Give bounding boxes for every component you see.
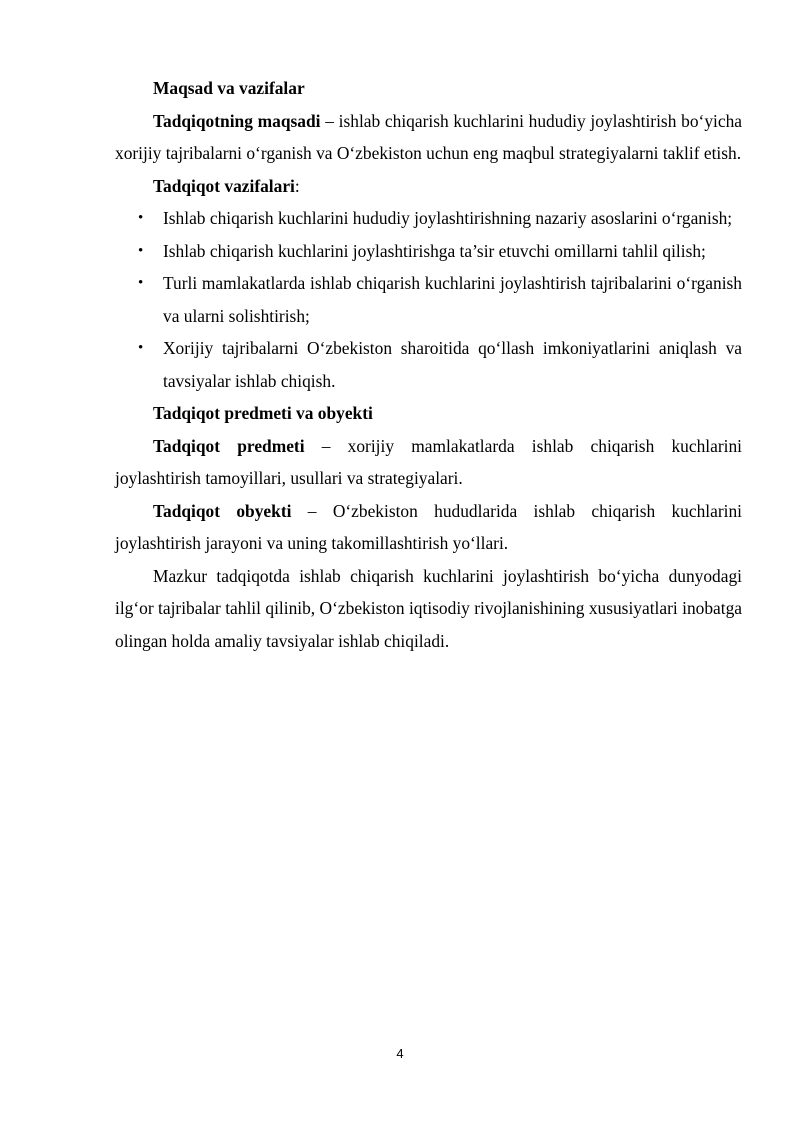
list-item (115, 267, 742, 332)
task-text: Turli mamlakatlarda ishlab chiqarish kuchlarini joylashtirish tajribalarini o‘rganish va ularni solishtirish; (163, 273, 742, 326)
conclusion-paragraph: Mazkur tadqiqotda ishlab chiqarish kuchlarini joylashtirish bo‘yicha dunyodagi ilg‘or tajribalar tahlil qilinib, O‘zbekiston iqtisodiy rivojlanishining xususiyatlari inobatga olingan holda amaliy tavsiyalar ishlab chiqiladi. (115, 565, 742, 651)
task-text: Xorijiy tajribalarni O‘zbekiston sharoitida qo‘llash imkoniyatlarini aniqlash va tavsiyalar ishlab chiqish. (163, 338, 742, 391)
aim-text: – ishlab chiqarish kuchlarini hududiy joylashtirish bo‘yicha xorijiy tajribalarni o‘rganish va O‘zbekiston uchun eng maqbul strategiyalarni taklif etish. (115, 110, 742, 163)
task-text: Ishlab chiqarish kuchlarini joylashtirishga ta’sir etuvchi omillarni tahlil qilish; (163, 240, 706, 261)
list-item (115, 235, 742, 268)
tasks-term: Tadqiqot vazifalari (153, 175, 295, 196)
bullet-icon: • (138, 340, 144, 356)
bullet-icon: • (138, 242, 144, 259)
document-page (115, 72, 742, 657)
bullet-icon: • (138, 210, 144, 226)
aim-paragraph (115, 105, 742, 170)
task-text: Ishlab chiqarish kuchlarini hududiy joylashtirishning nazariy asoslarini o‘rganish; (163, 208, 733, 228)
subject-paragraph (115, 430, 742, 495)
object-text: – O‘zbekiston hududlarida ishlab chiqarish kuchlarini joylashtirish jarayoni va uning takomillashtirish yo‘llari. (115, 500, 742, 553)
tasks-colon: : (294, 175, 300, 196)
tasks-heading (115, 170, 742, 203)
subject-object-heading: Tadqiqot predmeti va obyekti (153, 403, 373, 423)
bullet-icon: • (138, 275, 144, 291)
object-term: Tadqiqot obyekti (153, 500, 292, 521)
subject-text: – xorijiy mamlakatlarda ishlab chiqarish kuchlarini joylashtirish tamoyillari, usullari va strategiyalari. (115, 435, 742, 488)
object-paragraph (115, 495, 742, 560)
goals-heading: Maqsad va vazifalar (153, 78, 305, 98)
aim-term: Tadqiqotning maqsadi (153, 110, 321, 131)
list-item (115, 202, 742, 235)
list-item (115, 332, 742, 397)
subject-term: Tadqiqot predmeti (153, 435, 305, 456)
page-number: 4 (396, 1046, 404, 1061)
tasks-list (115, 202, 742, 397)
